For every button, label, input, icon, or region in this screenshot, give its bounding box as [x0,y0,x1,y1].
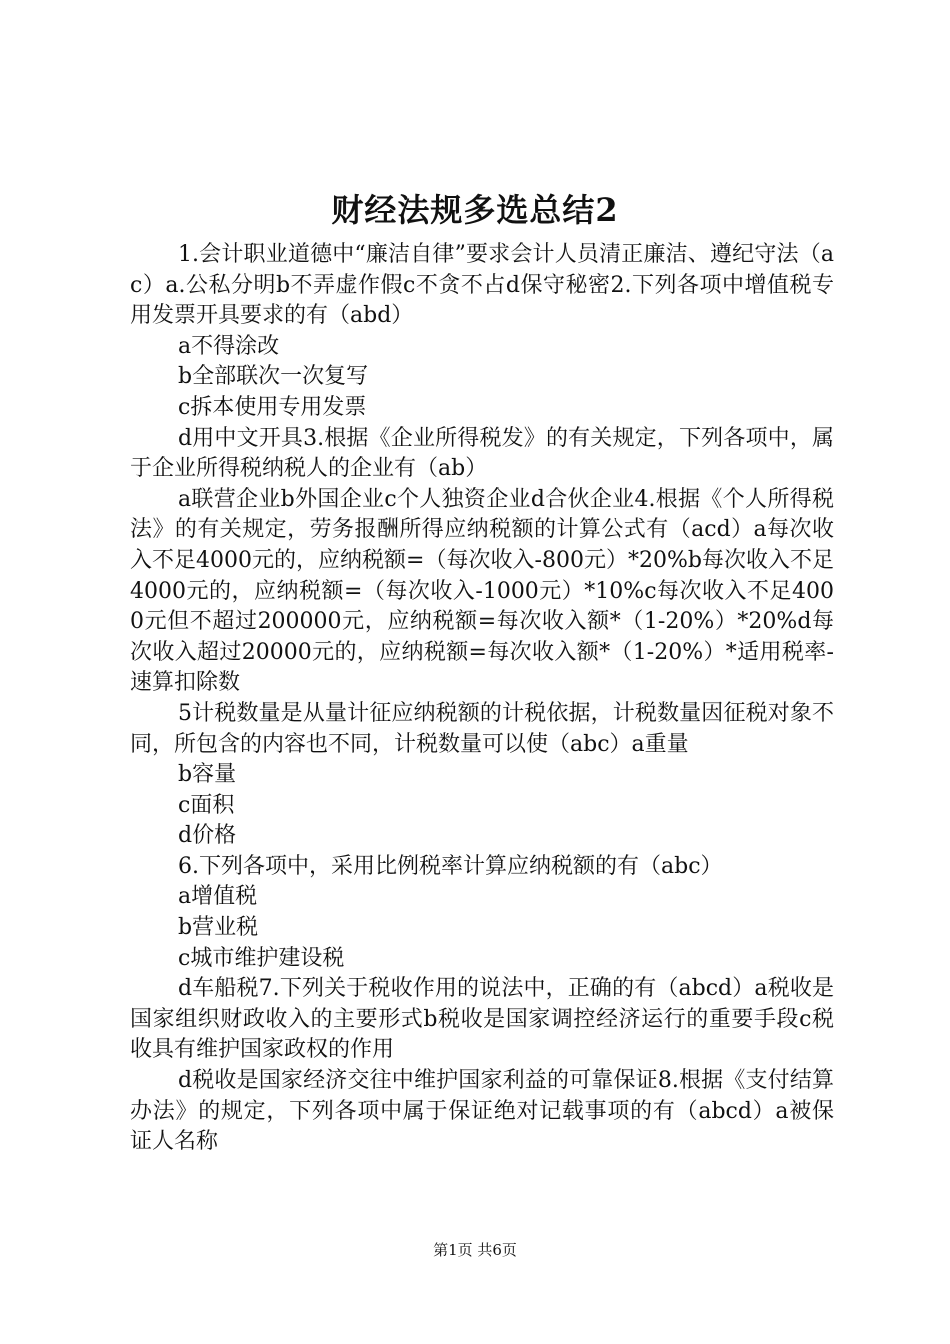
paragraph: 6.下列各项中，采用比例税率计算应纳税额的有（abc） [178,853,723,879]
paragraph: a不得涂改 [178,333,280,359]
paragraph: b营业税 [178,915,259,941]
paragraph: 5计税数量是从量计征应纳税额的计税依据，计税数量因征税对象不同，所包含的内容也不同，计税数量可以使（abc）a重量 [130,700,834,757]
paragraph: d用中文开具3.根据《企业所得税发》的有关规定，下列各项中，属于企业所得税纳税人的企业有（ab） [130,425,834,482]
paragraph: c拆本使用专用发票 [178,394,367,420]
document-body [130,240,834,1158]
paragraph: c面积 [178,792,235,818]
paragraph: a联营企业b外国企业c个人独资企业d合伙企业4.根据《个人所得税法》的有关规定，劳务报酬所得应纳税额的计算公式有（acd）a每次收入不足4000元的，应纳税额=（每次收入-800元）*20%b每次收入不足4000元的，应纳税额=（每次收入-1000元）*10%c每次收入不足4000元但不超过200000元，应纳税额=每次收入额*（1-20%）*20%d每次收入超过20000元的，应纳税额=每次收入额*（1-20%）*适用税率-速算扣除数 [130,486,834,696]
paragraph: a增值税 [178,884,258,910]
paragraph: d税收是国家经济交往中维护国家利益的可靠保证8.根据《支付结算办法》的规定，下列各项中属于保证绝对记载事项的有（abcd）a被保证人名称 [130,1068,834,1155]
page-footer: 第1页 共6页 [433,1241,517,1259]
paragraph: b容量 [178,762,237,788]
paragraph: c城市维护建设税 [178,945,345,971]
paragraph: b全部联次一次复写 [178,364,369,390]
paragraph: d车船税7.下列关于税收作用的说法中，正确的有（abcd）a税收是国家组织财政收入的主要形式b税收是国家调控经济运行的重要手段c税收具有维护国家政权的作用 [130,976,834,1063]
paragraph: d价格 [178,823,237,849]
paragraph: 1.会计职业道德中“廉洁自律”要求会计人员清正廉洁、遵纪守法（ac）a.公私分明b不弄虚作假c不贪不占d保守秘密2.下列各项中增值税专用发票开具要求的有（abd） [130,242,834,329]
document-title: 财经法规多选总结2 [331,191,619,229]
